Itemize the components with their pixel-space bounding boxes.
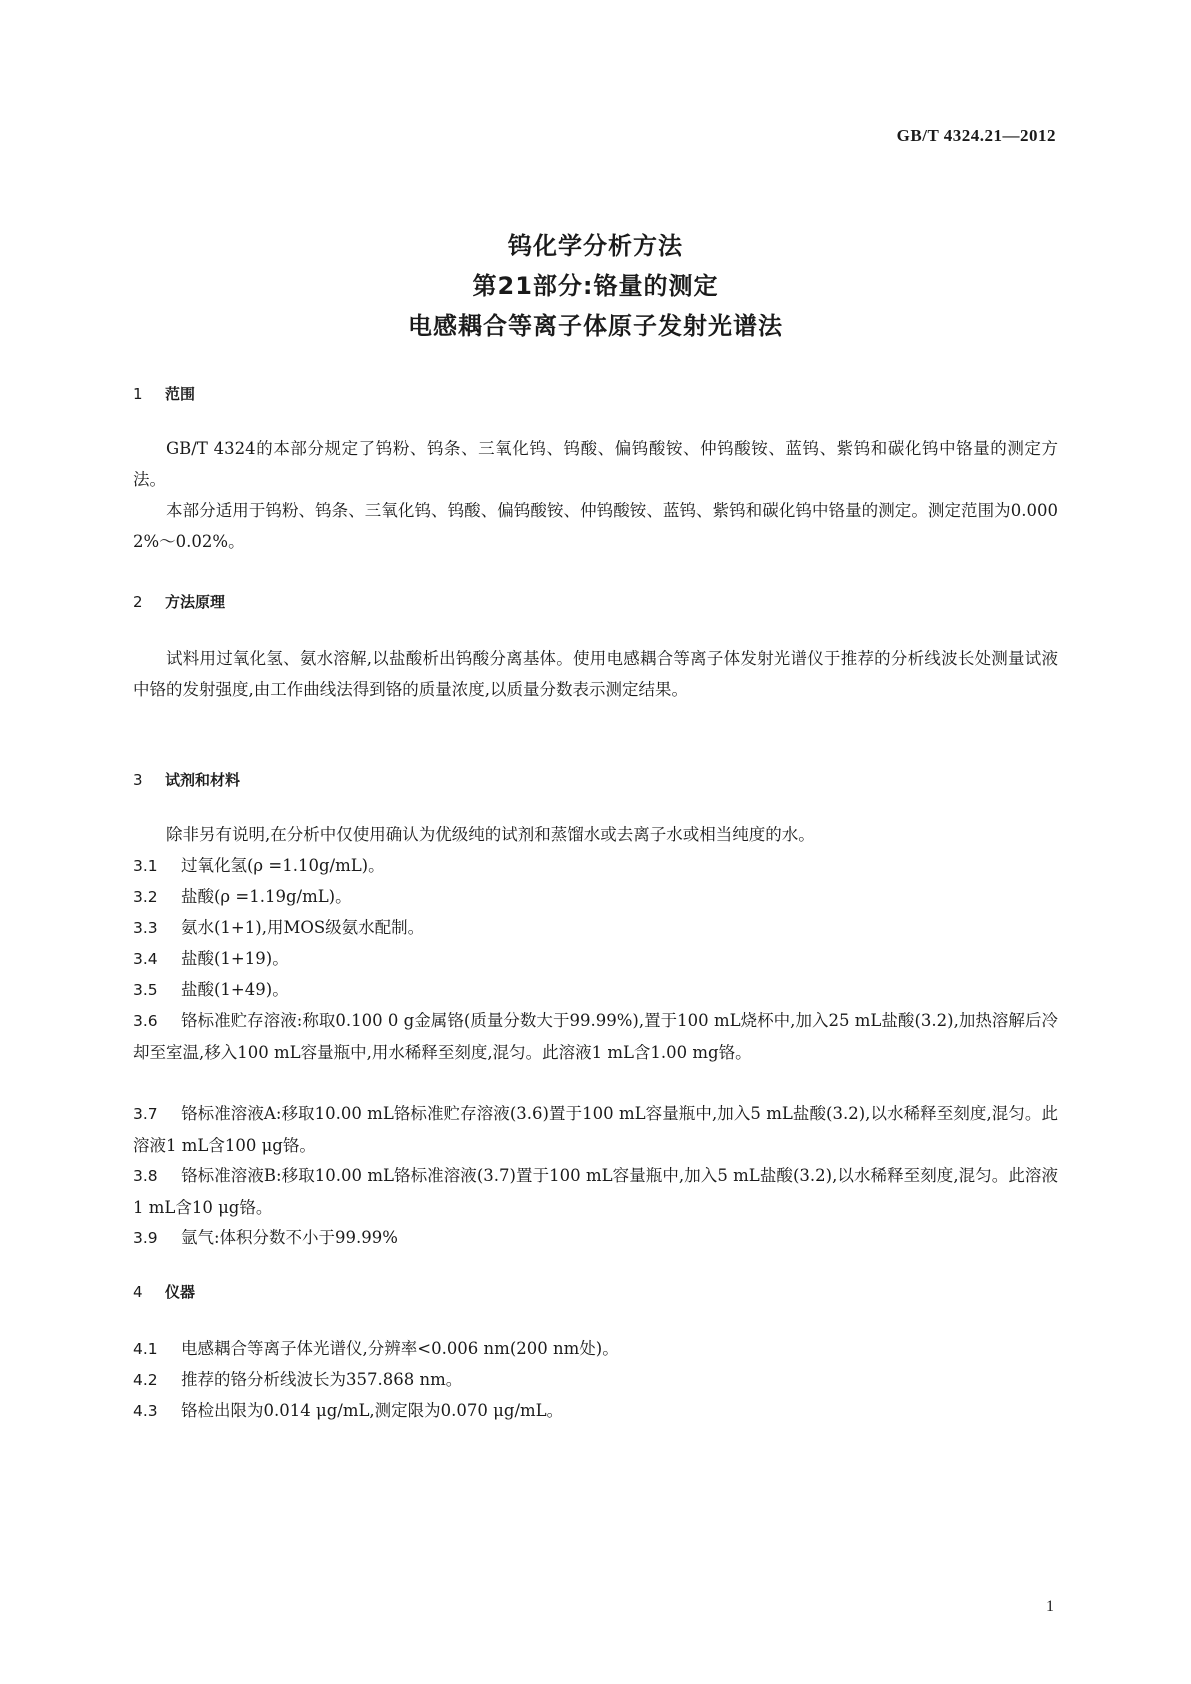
item-text: 氩气:体积分数不小于99.99% [181,1228,398,1247]
item-text: 盐酸(ρ =1.19g/mL)。 [181,887,352,906]
list-item-3-3 [133,912,1058,944]
list-item-4-1 [133,1333,1058,1365]
item-text: 铬标准溶液B:移取10.00 mL铬标准溶液(3.7)置于100 mL容量瓶中,加入5 mL盐酸(3.2),以水稀释至刻度,混匀。此溶液1 mL含10 μg铬。 [133,1166,1058,1217]
section-3-heading [133,769,240,790]
title-line-3: 电感耦合等离子体原子发射光谱法 [408,312,783,340]
item-text: 盐酸(1+19)。 [181,949,289,968]
section-number: 1 [133,385,143,403]
item-number: 4.2 [133,1371,158,1389]
item-text: 盐酸(1+49)。 [181,980,289,999]
item-number: 3.4 [133,950,158,968]
list-item-3-5 [133,974,1058,1006]
section-4-heading [133,1281,195,1302]
section-number: 4 [133,1283,143,1301]
list-item-3-7 [133,1098,1058,1161]
item-text: 过氧化氢(ρ =1.10g/mL)。 [181,856,385,875]
section-2-heading [133,591,225,612]
section-1-paragraph-1: GB/T 4324的本部分规定了钨粉、钨条、三氧化钨、钨酸、偏钨酸铵、仲钨酸铵、蓝钨、紫钨和碳化钨中铬量的测定方法。 [133,439,1058,489]
section-1-paragraph-2: 本部分适用于钨粉、钨条、三氧化钨、钨酸、偏钨酸铵、仲钨酸铵、蓝钨、紫钨和碳化钨中铬量的测定。测定范围为0.000 2%～0.02%。 [133,501,1058,551]
list-item-3-6 [133,1005,1058,1068]
document-title [0,226,1191,346]
item-text: 电感耦合等离子体光谱仪,分辨率<0.006 nm(200 nm处)。 [181,1339,619,1358]
item-number: 3.9 [133,1229,158,1247]
page-number: 1 [1046,1598,1054,1615]
item-number: 4.1 [133,1340,158,1358]
item-text: 铬检出限为0.014 μg/mL,测定限为0.070 μg/mL。 [181,1401,564,1420]
title-line-2: 第21部分:铬量的测定 [472,272,719,300]
item-number: 3.8 [133,1167,158,1185]
item-number: 3.3 [133,919,158,937]
item-number: 3.1 [133,857,158,875]
list-item-3-9 [133,1222,1058,1254]
item-number: 3.5 [133,981,158,999]
section-3-intro: 除非另有说明,在分析中仅使用确认为优级纯的试剂和蒸馏水或去离子水或相当纯度的水。 [166,825,815,844]
item-number: 3.6 [133,1012,158,1030]
item-number: 3.2 [133,888,158,906]
section-title: 方法原理 [165,593,226,611]
list-item-4-2 [133,1364,1058,1396]
section-number: 2 [133,593,143,611]
section-1-heading [133,383,195,404]
section-title: 试剂和材料 [165,771,241,789]
item-text: 推荐的铬分析线波长为357.868 nm。 [181,1370,463,1389]
item-text: 铬标准贮存溶液:称取0.100 0 g金属铬(质量分数大于99.99%),置于100 mL烧杯中,加入25 mL盐酸(3.2),加热溶解后冷却至室温,移入100 mL容量瓶中,用水稀释至刻度,混匀。此溶液1 mL含1.00 mg铬。 [133,1011,1058,1062]
section-title: 范围 [165,385,196,403]
list-item-3-2 [133,881,1058,913]
standard-number: GB/T 4324.21—2012 [896,126,1056,145]
list-item-4-3 [133,1395,1058,1427]
section-2-paragraph-1: 试料用过氧化氢、氨水溶解,以盐酸析出钨酸分离基体。使用电感耦合等离子体发射光谱仪于推荐的分析线波长处测量试液中铬的发射强度,由工作曲线法得到铬的质量浓度,以质量分数表示测定结果。 [133,649,1058,699]
item-text: 氨水(1+1),用MOS级氨水配制。 [181,918,425,937]
title-line-1: 钨化学分析方法 [508,232,683,260]
item-number: 4.3 [133,1402,158,1420]
section-number: 3 [133,771,143,789]
list-item-3-8 [133,1160,1058,1223]
item-number: 3.7 [133,1105,158,1123]
list-item-3-4 [133,943,1058,975]
list-item-3-1 [133,850,1058,882]
item-text: 铬标准溶液A:移取10.00 mL铬标准贮存溶液(3.6)置于100 mL容量瓶中,加入5 mL盐酸(3.2),以水稀释至刻度,混匀。此溶液1 mL含100 μg铬。 [133,1104,1058,1155]
section-title: 仪器 [165,1283,196,1301]
